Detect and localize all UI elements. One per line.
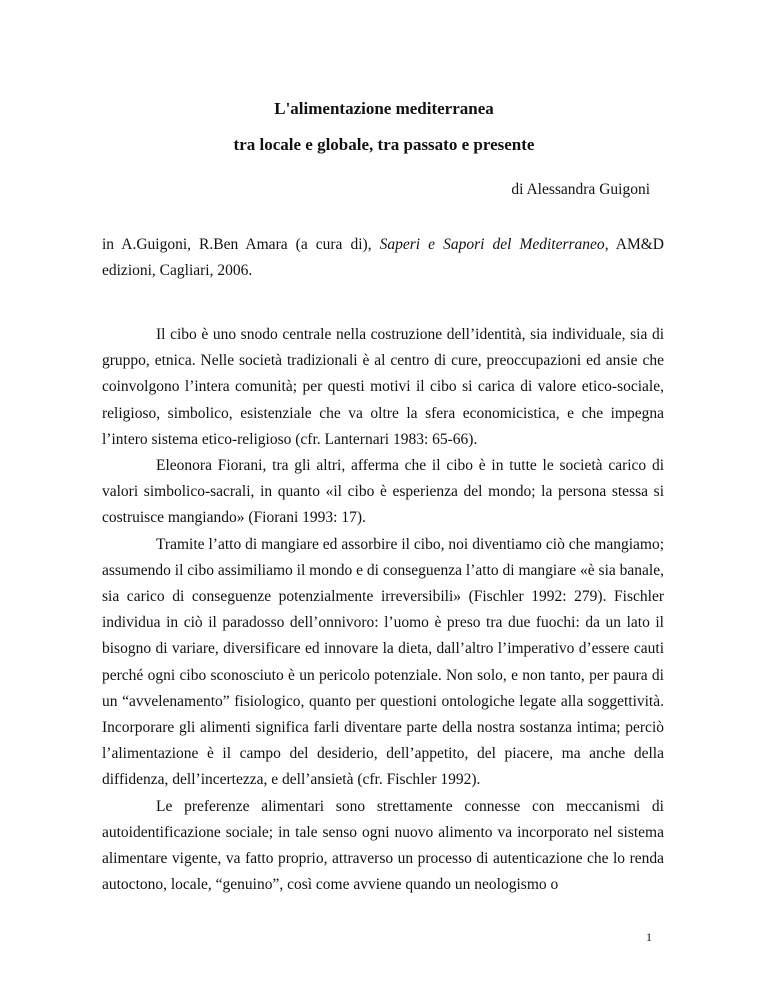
author-line: di Alessandra Guigoni <box>511 181 650 198</box>
citation-suffix: , AM&D edizioni, Cagliari, 2006. <box>102 236 664 279</box>
body-text <box>102 322 664 898</box>
paragraph-1: Il cibo è uno snodo centrale nella costruzione dell’identità, sia individuale, sia di gruppo, etnica. Nelle società tradizionali è al centro di cure, preoccupazioni ed ansie che coinvolgono l’intera comunità; per questi motivi il cibo si carica di valore etico-sociale, religioso, simbolico, esistenziale che va oltre la sfera economicistica, e che impegna l’intero sistema etico-religioso (cfr. Lanternari 1983: 65-66). <box>102 326 664 448</box>
citation <box>102 232 664 284</box>
paragraph-3: Tramite l’atto di mangiare ed assorbire il cibo, noi diventiamo ciò che mangiamo; assumendo il cibo assimiliamo il mondo e di conseguenza l’atto di mangiare «è sia banale, sia carico di conseguenze potenzialmente irreversibili» (Fischler 1992: 279). Fischler individua in ciò il paradosso dell’onnivoro: l’uomo è preso tra due fuochi: da un lato il bisogno di variare, diversificare ed innovare la dieta, dall’altro l’imperativo d’essere cauti perché ogni cibo sconosciuto è un pericolo potenziale. Non solo, e non tanto, per paura di un “avvelenamento” fisiologico, quanto per questioni ontologiche legate alla soggettività. Incorporare gli alimenti significa farli diventare parte della nostra sostanza intima; perciò l’alimentazione è il campo del desiderio, dell’appetito, del piacere, ma anche della diffidenza, dell’incertezza, e dell’ansietà (cfr. Fischler 1992). <box>102 535 664 789</box>
citation-work-title: Saperi e Sapori del Mediterraneo <box>379 236 605 253</box>
title-line-1: L'alimentazione mediterranea <box>274 99 494 118</box>
paragraph-4: Le preferenze alimentari sono strettamente connesse con meccanismi di autoidentificazione sociale; in tale senso ogni nuovo alimento va incorporato nel sistema alimentare vigente, va fatto proprio, attraverso un processo di autenticazione che lo renda autoctono, locale, “genuino”, così come avviene quando un neologismo o <box>102 797 664 894</box>
paragraph-2: Eleonora Fiorani, tra gli altri, afferma che il cibo è in tutte le società carico di valori simbolico-sacrali, in quanto «il cibo è esperienza del mondo; la persona stessa si costruisce mangiando» (Fiorani 1993: 17). <box>102 457 664 527</box>
page-number: 1 <box>646 930 652 944</box>
citation-prefix: in A.Guigoni, R.Ben Amara (a cura di), <box>102 236 380 253</box>
title-line-2: tra locale e globale, tra passato e presente <box>233 135 535 154</box>
